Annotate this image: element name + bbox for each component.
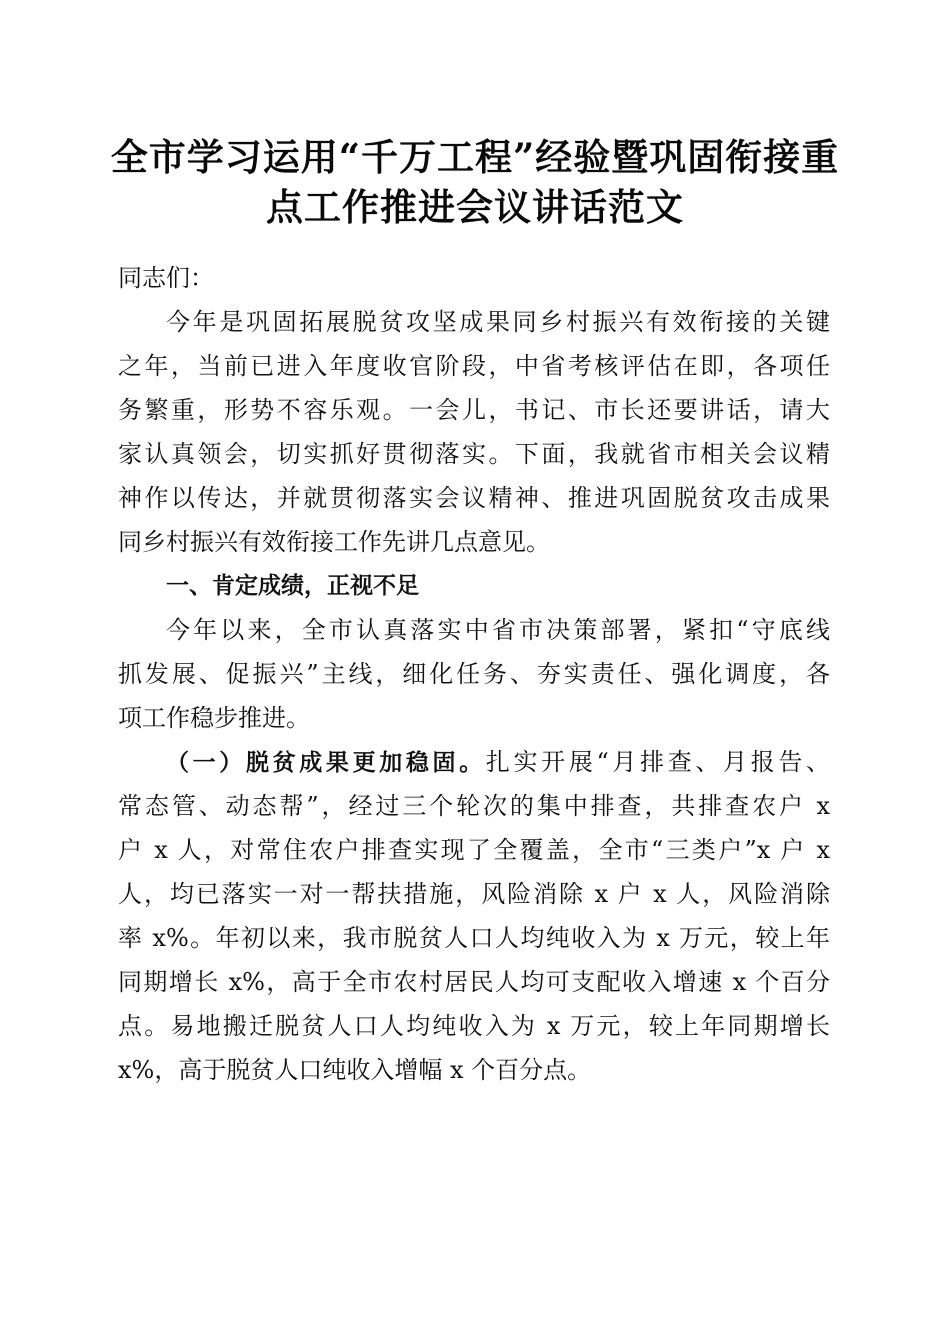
intro-line: 今年是巩固拓展脱贫攻坚成果同乡村振兴有效衔接的关键 xyxy=(166,308,830,336)
subsection-line: 点。易地搬迁脱贫人口人均纯收入为 x 万元，较上年同期增长 xyxy=(118,1012,830,1040)
salutation: 同志们： xyxy=(118,264,214,292)
intro-line: 之年，当前已进入年度收官阶段，中省考核评估在即，各项任 xyxy=(118,352,830,380)
section-line: 今年以来，全市认真落实中省市决策部署，紧扣“守底线 xyxy=(166,616,830,644)
subsection-line: 常态管、动态帮”，经过三个轮次的集中排查，共排查农户 x xyxy=(118,792,830,820)
intro-line: 神作以传达，并就贯彻落实会议精神、推进巩固脱贫攻击成果 xyxy=(118,484,830,512)
document-body xyxy=(118,256,830,1092)
section-line: 项工作稳步推进。 xyxy=(118,704,310,732)
subsection-line: x%，高于脱贫人口纯收入增幅 x 个百分点。 xyxy=(118,1056,592,1084)
intro-line: 务繁重，形势不容乐观。一会儿，书记、市长还要讲话，请大 xyxy=(118,396,830,424)
subsection-first-line xyxy=(118,740,830,784)
title-line-1: 全市学习运用“千万工程”经验暨巩固衔接重 xyxy=(110,135,840,179)
subsection-lead: （一）脱贫成果更加稳固。 xyxy=(166,750,486,776)
subsection-line: 户 x 人，对常住农户排查实现了全覆盖，全市“三类户”x 户 x xyxy=(118,836,830,864)
subsection-line: 率 x%。年初以来，我市脱贫人口人均纯收入为 x 万元，较上年 xyxy=(118,924,830,952)
subsection-line: 人，均已落实一对一帮扶措施，风险消除 x 户 x 人，风险消除 xyxy=(118,880,830,908)
intro-line: 家认真领会，切实抓好贯彻落实。下面，我就省市相关会议精 xyxy=(118,440,830,468)
title-line-2: 点工作推进会议讲话范文 xyxy=(266,185,684,229)
section-line: 抓发展、促振兴”主线，细化任务、夯实责任、强化调度，各 xyxy=(118,660,830,688)
intro-line: 同乡村振兴有效衔接工作先讲几点意见。 xyxy=(118,528,550,556)
subsection-first-text: 扎实开展“月排查、月报告、 xyxy=(485,748,830,776)
subsection-line: 同期增长 x%，高于全市农村居民人均可支配收入增速 x 个百分 xyxy=(118,968,830,996)
document-title xyxy=(100,132,850,232)
section-heading: 一、肯定成绩，正视不足 xyxy=(166,573,419,599)
